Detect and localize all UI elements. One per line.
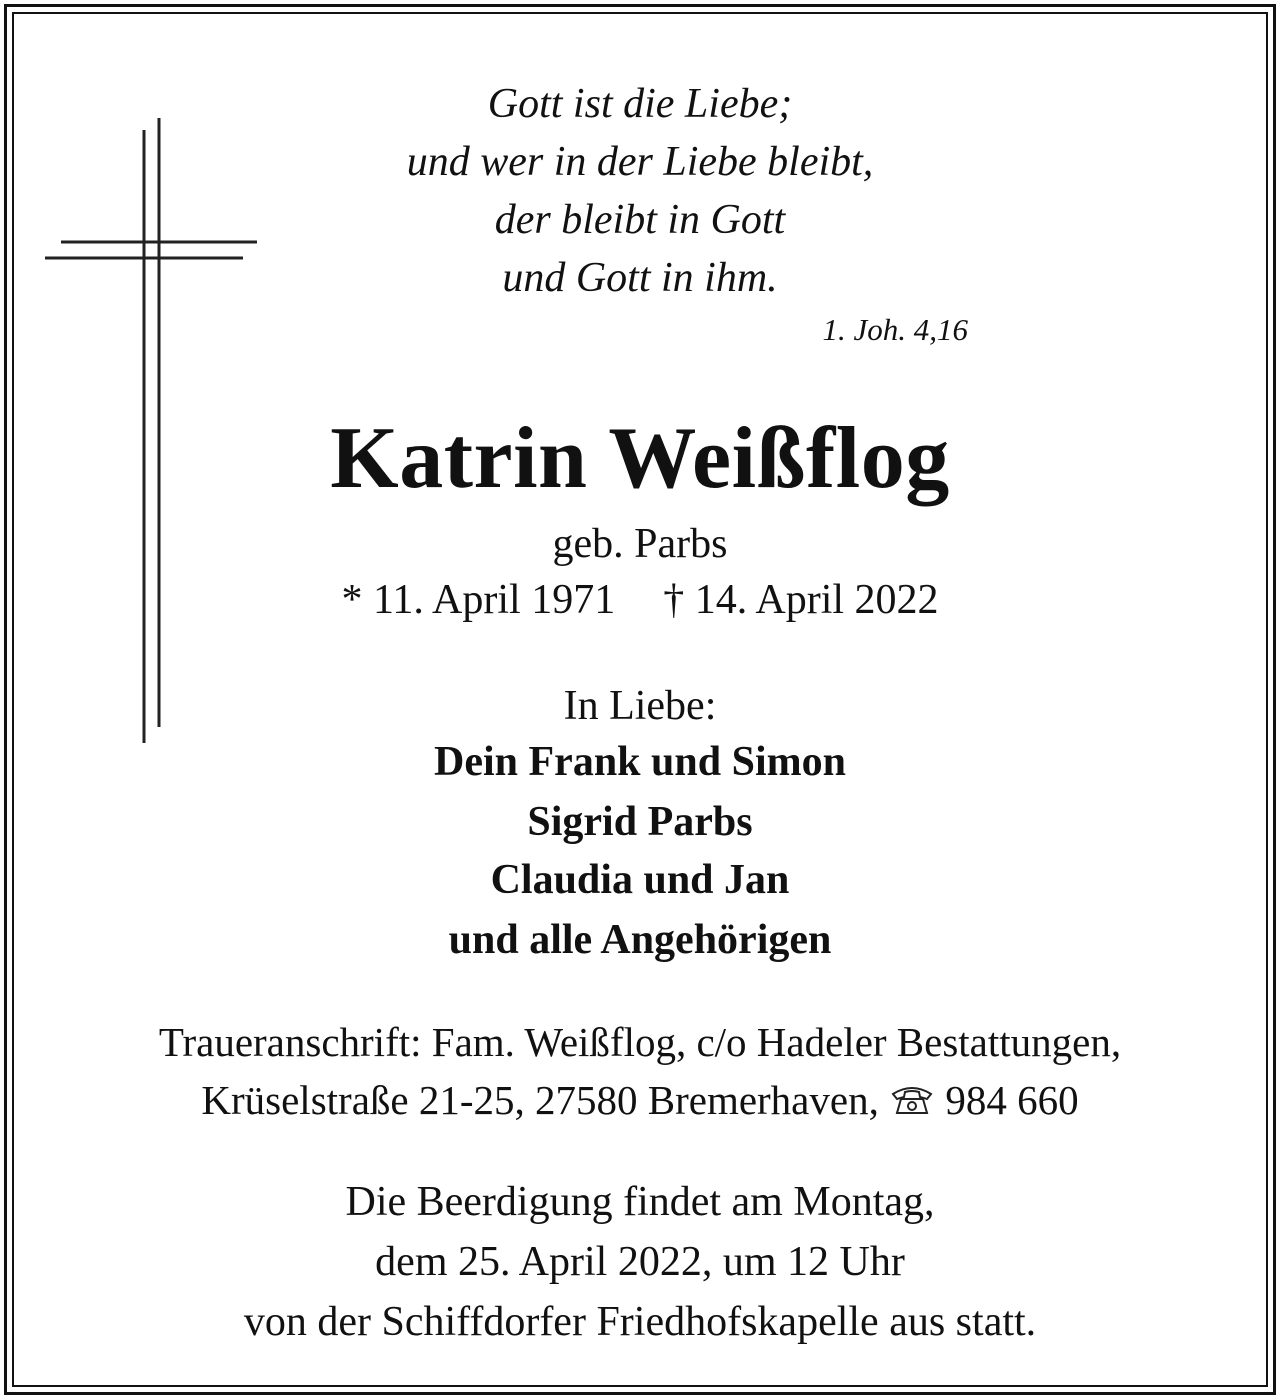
deceased-name: Katrin Weißflog xyxy=(330,410,950,507)
mourner-name: und alle Angehörigen xyxy=(448,917,832,963)
verse-line: Gott ist die Liebe; xyxy=(487,81,793,127)
funeral-line: von der Schiffdorfer Friedhofskapelle aus statt. xyxy=(243,1299,1037,1345)
funeral-line: Die Beerdigung findet am Montag, xyxy=(345,1179,935,1225)
verse-reference: 1. Joh. 4,16 xyxy=(822,312,968,347)
mourner-name: Dein Frank und Simon xyxy=(434,739,846,785)
verse-line: und Gott in ihm. xyxy=(502,255,778,301)
birth-date: * 11. April 1971 xyxy=(341,577,616,623)
address-street: Krüselstraße 21-25, 27580 Bremerhaven, xyxy=(201,1077,879,1123)
telephone-icon xyxy=(889,1082,935,1116)
mourners-intro: In Liebe: xyxy=(563,683,717,729)
address-line-2 xyxy=(0,1076,1280,1124)
birth-name: geb. Parbs xyxy=(552,521,728,567)
death-date: † 14. April 2022 xyxy=(663,577,939,623)
mourner-name: Sigrid Parbs xyxy=(527,799,753,845)
verse-line: der bleibt in Gott xyxy=(494,197,786,243)
mourner-name: Claudia und Jan xyxy=(490,857,790,903)
funeral-line: dem 25. April 2022, um 12 Uhr xyxy=(375,1239,905,1285)
address-line-1: Traueranschrift: Fam. Weißflog, c/o Hadeler Bestattungen, xyxy=(158,1019,1122,1065)
verse-line: und wer in der Liebe bleibt, xyxy=(406,139,874,185)
life-dates xyxy=(0,576,1280,624)
phone-number: 984 660 xyxy=(945,1077,1079,1123)
